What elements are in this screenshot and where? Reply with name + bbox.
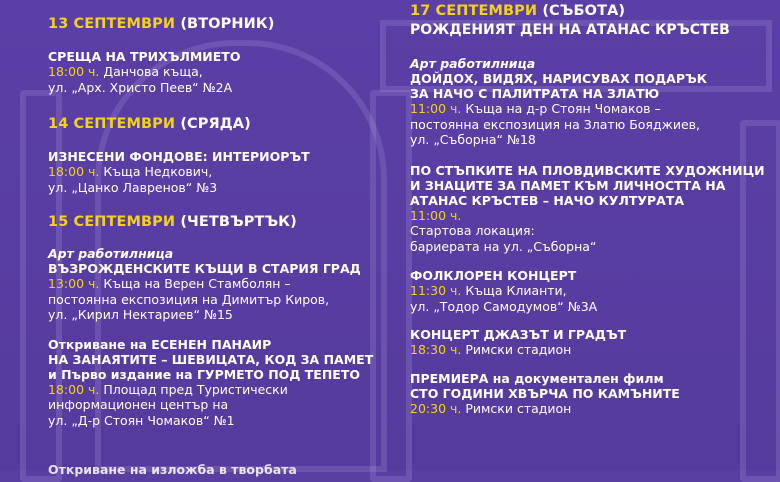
- event-title: СТО ГОДИНИ ХВЪРЧА ПО КАМЪНИТЕ: [410, 385, 680, 401]
- event-title: ЗА НАЧО С ПАЛИТРАТА НА ЗЛАТЮ: [410, 86, 660, 101]
- event-title: ИЗНЕСЕНИ ФОНДОВЕ: ИНТЕРИОРЪТ: [48, 149, 310, 164]
- event-time: 20:30 ч.: [410, 400, 462, 416]
- event: [410, 57, 770, 148]
- day-heading: [48, 16, 393, 32]
- event-title: СРЕЩА НА ТРИХЪЛМИЕТО: [48, 49, 241, 64]
- event-title: ДОЙДОХ, ВИДЯХ, НАРИСУВАХ ПОДАРЪК: [410, 71, 707, 86]
- day-date: 14 СЕПТЕМВРИ: [48, 116, 176, 132]
- day-subtitle: РОЖДЕНИЯТ ДЕН НА АТАНАС КРЪСТЕВ: [410, 22, 730, 38]
- event-time-place: [410, 342, 770, 358]
- event-time-place: [48, 382, 393, 398]
- day-weekday: (ВТОРНИК): [180, 16, 275, 32]
- event-time: 13:00 ч.: [48, 276, 100, 291]
- event-place: информационен център на: [48, 397, 229, 412]
- event-place: постоянна експозиция на Димитър Киров,: [48, 291, 330, 307]
- day-heading: [48, 214, 393, 230]
- event: [48, 247, 393, 323]
- event-place: ул. „Съборна“ №18: [410, 132, 536, 147]
- event-time: [410, 208, 770, 224]
- event-title: И ЗНАЦИТЕ ЗА ПАМЕТ КЪМ ЛИЧНОСТТА НА: [410, 177, 726, 193]
- event-place: ул. „Кирил Нектариев“ №15: [48, 307, 233, 322]
- event-title: АТАНАС КРЪСТЕВ – НАЧО КУЛТУРАТА: [410, 192, 685, 208]
- event-place: Къща на д-р Стоян Чомаков –: [465, 101, 661, 116]
- day-section: [48, 116, 393, 195]
- event-time: 11:00 ч.: [410, 101, 462, 116]
- event-title: ПРЕМИЕРА на документален филм: [410, 370, 664, 386]
- event-place: постоянна експозиция на Златю Бояджиев,: [410, 116, 700, 132]
- event-title: и Първо издание на ГУРМЕТО ПОД ТЕПЕТО: [48, 366, 360, 382]
- event-title: КОНЦЕРТ ДЖАЗЪТ И ГРАДЪТ: [410, 327, 627, 342]
- event: [48, 149, 393, 195]
- event-time-place: [410, 283, 770, 299]
- event-title: НА ЗАНАЯТИТЕ – ШЕВИЦАТА, КОД ЗА ПАМЕТ: [48, 351, 374, 367]
- event-place: ул. „Тодор Самодумов“ №3А: [410, 298, 598, 314]
- event: [48, 337, 393, 429]
- event-time-place: [48, 164, 393, 180]
- day-date: 13 СЕПТЕМВРИ: [48, 16, 176, 32]
- event-place: ул. „Цанко Лавренов“ №3: [48, 179, 218, 195]
- day-weekday: (ЧЕТВЪРТЪК): [180, 214, 297, 230]
- day-heading: [48, 116, 393, 132]
- event-title: ФОЛКЛОРЕН КОНЦЕРТ: [410, 268, 577, 283]
- event-time-place: [48, 64, 393, 80]
- event-time-value: 11:00 ч.: [410, 207, 462, 223]
- event-place: Данчова къща,: [103, 64, 203, 79]
- event-place: ул. „Д-р Стоян Чомаков“ №1: [48, 412, 235, 428]
- event-time: 18:30 ч.: [410, 342, 462, 357]
- event-title: ПО СТЪПКИТЕ НА ПЛОВДИВСКИТЕ ХУДОЖНИЦИ: [410, 162, 765, 178]
- event: [48, 49, 393, 95]
- event-place: Къща Клианти,: [465, 283, 567, 298]
- event-title: Откриване на ЕСЕНЕН ПАНАИР: [48, 336, 272, 352]
- event-time: 11:30 ч.: [410, 283, 462, 298]
- day-section: [48, 16, 393, 95]
- day-section: [48, 214, 393, 428]
- event-prefix: Арт работилница: [48, 246, 174, 261]
- event-title: ВЪЗРОЖДЕНСКИТЕ КЪЩИ В СТАРИЯ ГРАД: [48, 261, 361, 276]
- day-weekday: (СРЯДА): [180, 116, 251, 132]
- event-place: Римски стадион: [465, 342, 572, 357]
- event-place: Стартова локация:: [410, 223, 535, 238]
- event-time: 18:00 ч.: [48, 64, 100, 79]
- event-place: Римски стадион: [465, 400, 572, 416]
- event-time-place: [410, 401, 770, 417]
- event-time: 18:00 ч.: [48, 164, 100, 179]
- day-section: [410, 3, 770, 416]
- day-date: 17 СЕПТЕМВРИ: [410, 3, 538, 19]
- event-time: 18:00 ч.: [48, 381, 100, 397]
- day-weekday: (СЪБОТА): [542, 3, 626, 19]
- event: [410, 268, 770, 314]
- day-heading: [410, 3, 770, 19]
- event: [410, 327, 770, 358]
- event-time-place: [48, 276, 393, 292]
- event-place: бариерата на ул. „Съборна“: [410, 238, 597, 254]
- event-place: Къща Недкович,: [103, 164, 213, 179]
- event: [410, 371, 770, 417]
- day-date: 15 СЕПТЕМВРИ: [48, 214, 176, 230]
- cut-off-event-title: Откриване на изложба в творбата: [48, 462, 297, 477]
- event-place: Къща на Верен Стамболян –: [103, 276, 291, 291]
- event: [410, 163, 770, 255]
- event-place: ул. „Арх. Христо Пеев“ №2А: [48, 79, 233, 95]
- event-place: Площад пред Туристически: [103, 381, 288, 397]
- event-time-place: [410, 101, 770, 117]
- event-prefix: Арт работилница: [410, 56, 536, 71]
